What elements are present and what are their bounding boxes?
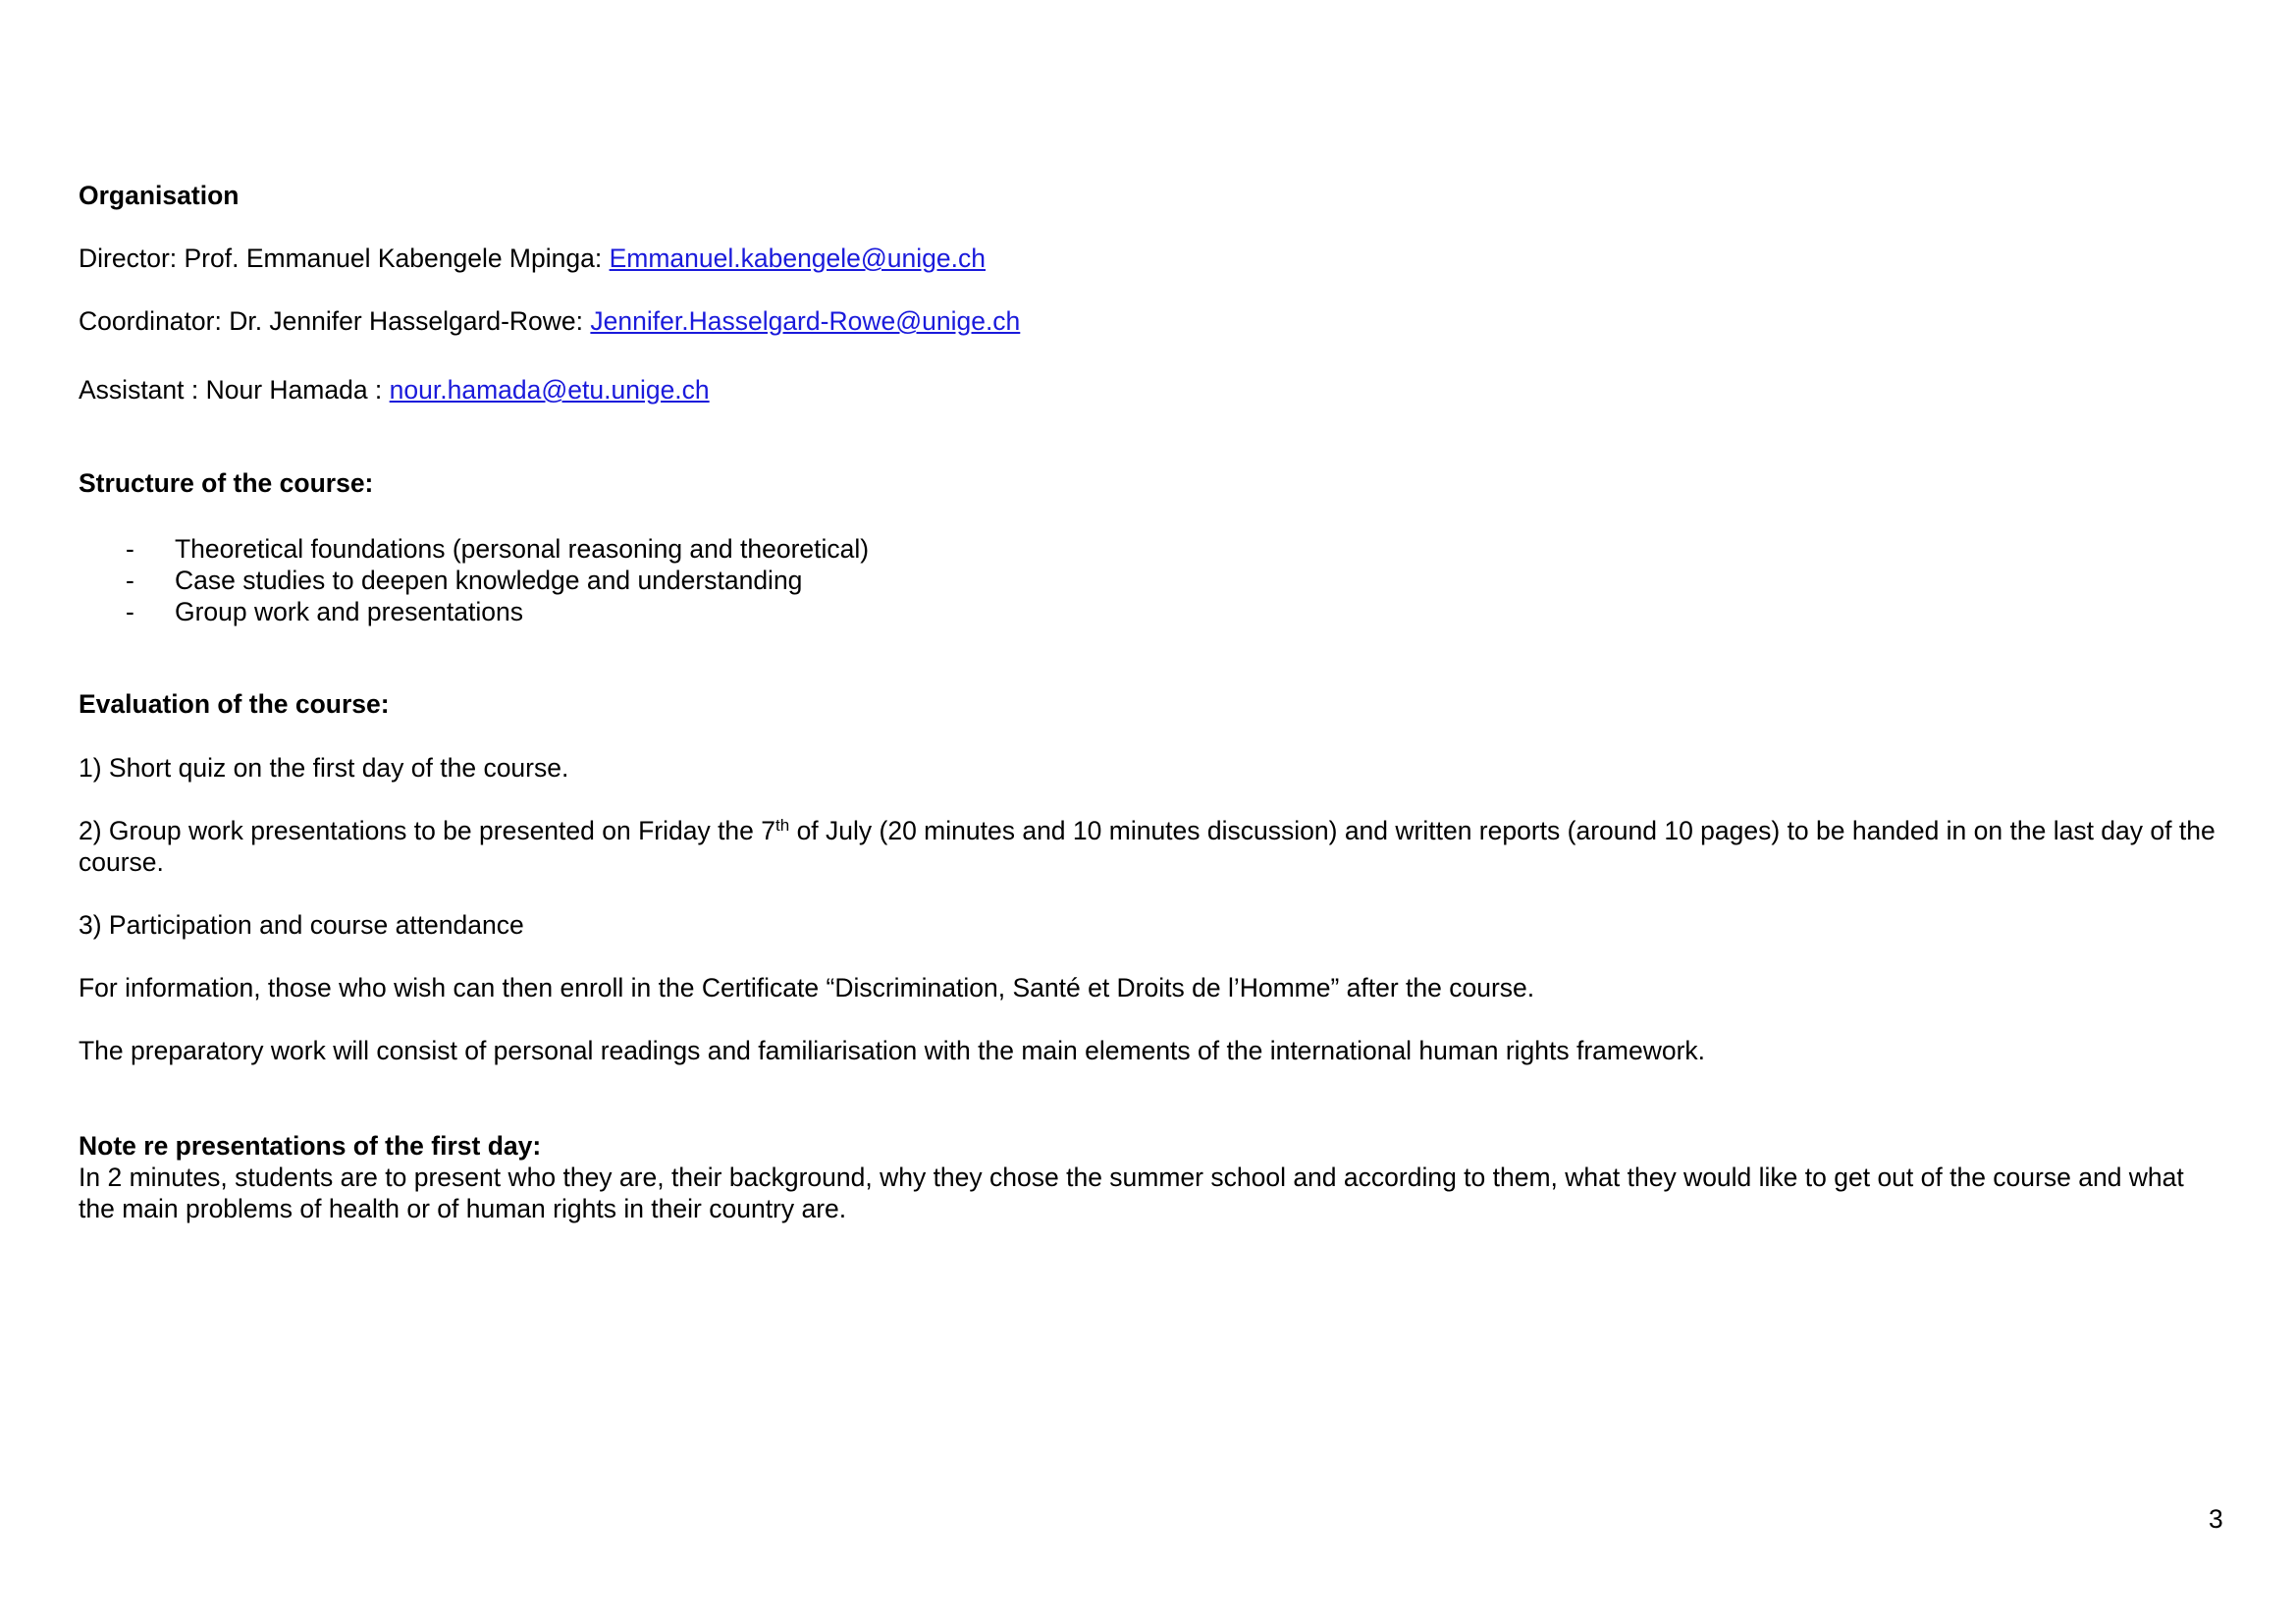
- director-email-link[interactable]: Emmanuel.kabengele@unige.ch: [609, 244, 986, 273]
- coordinator-label: Coordinator: Dr. Jennifer Hasselgard-Rowe:: [79, 306, 591, 336]
- bullet-marker: -: [126, 566, 134, 595]
- page-number: 3: [2209, 1504, 2223, 1534]
- director-line: [79, 243, 2218, 274]
- evaluation-item-2-superscript: th: [775, 816, 790, 835]
- coordinator-email-link[interactable]: Jennifer.Hasselgard-Rowe@unige.ch: [590, 306, 1021, 336]
- list-item-text: Theoretical foundations (personal reasoning and theoretical): [175, 534, 870, 564]
- bullet-marker: -: [126, 597, 134, 626]
- coordinator-line: [79, 305, 2218, 337]
- list-item: [126, 596, 2187, 627]
- note-heading: Note re presentations of the first day:: [79, 1131, 542, 1161]
- note-text: In 2 minutes, students are to present who they are, their background, why they chose the summer school and according to them, what they would like to get out of the course and what the main problems of health or of human rights in their country are.: [79, 1163, 2184, 1223]
- evaluation-item-2-after: of July (20 minutes and 10 minutes discussion) and written reports (around 10 pages) to be handed in on the last day of the course.: [79, 816, 2216, 877]
- list-item: [126, 533, 2187, 565]
- director-label: Director: Prof. Emmanuel Kabengele Mpinga:: [79, 244, 610, 273]
- list-item: [126, 565, 2187, 596]
- organisation-heading: Organisation: [79, 181, 240, 210]
- preparatory-work-text: The preparatory work will consist of personal readings and familiarisation with the main elements of the international human rights framework.: [79, 1036, 1706, 1065]
- evaluation-item-3: 3) Participation and course attendance: [79, 910, 524, 940]
- assistant-email-link[interactable]: nour.hamada@etu.unige.ch: [389, 375, 710, 405]
- evaluation-heading: Evaluation of the course:: [79, 689, 390, 719]
- structure-heading: Structure of the course:: [79, 468, 374, 498]
- assistant-label: Assistant : Nour Hamada :: [79, 375, 390, 405]
- evaluation-item-2-before: 2) Group work presentations to be presented on Friday the 7: [79, 816, 776, 845]
- list-item-text: Group work and presentations: [175, 597, 524, 626]
- certificate-info: For information, those who wish can then enroll in the Certificate “Discrimination, Santé et Droits de l’Homme” after the course.: [79, 973, 1535, 1002]
- list-item-text: Case studies to deepen knowledge and understanding: [175, 566, 803, 595]
- bullet-marker: -: [126, 534, 134, 564]
- assistant-line: [79, 374, 2218, 406]
- evaluation-item-2: [79, 815, 2218, 878]
- evaluation-item-1: 1) Short quiz on the first day of the course.: [79, 753, 569, 783]
